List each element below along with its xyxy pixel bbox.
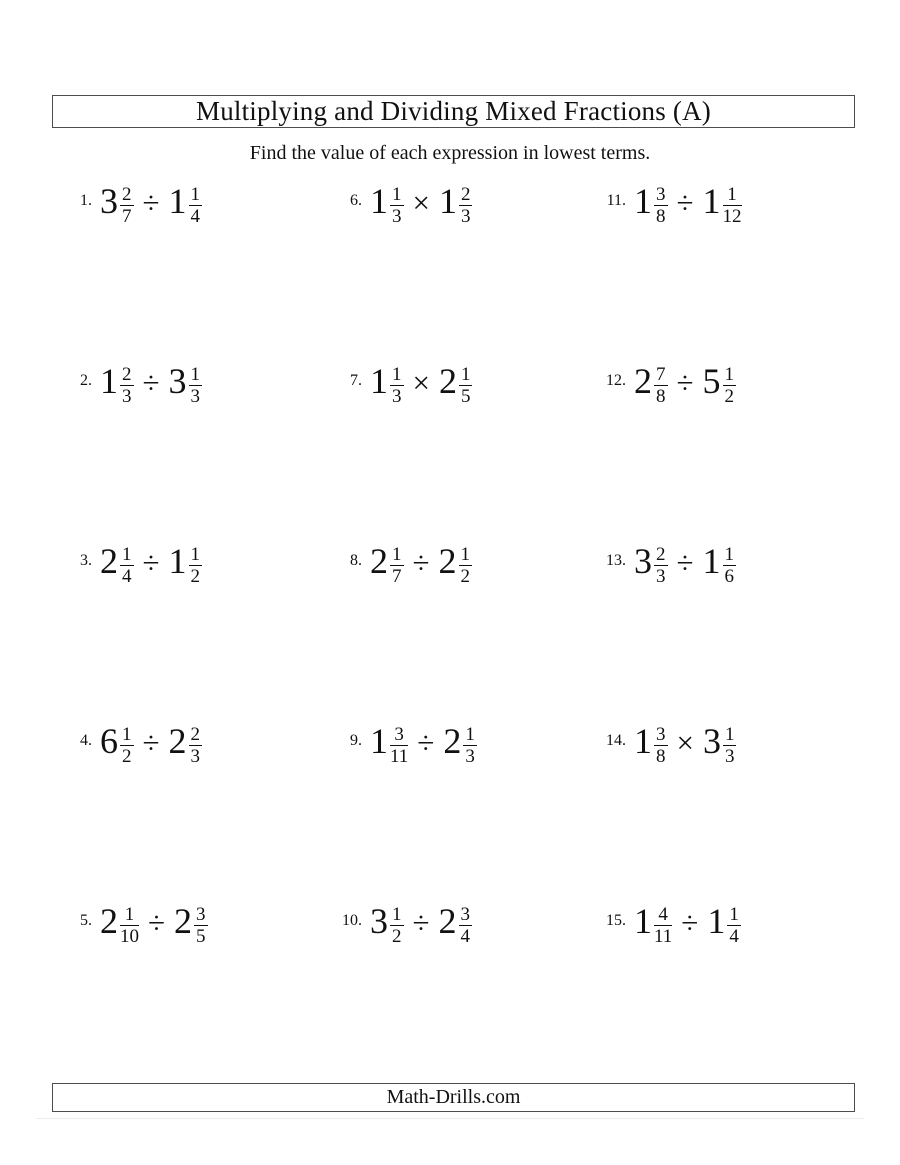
whole-number: 2 bbox=[100, 541, 118, 582]
problem-1 bbox=[66, 172, 336, 234]
fraction bbox=[723, 365, 737, 407]
denominator: 8 bbox=[656, 746, 666, 768]
operator: ÷ bbox=[412, 905, 430, 941]
fraction bbox=[459, 185, 473, 227]
expression bbox=[634, 363, 736, 406]
whole-number: 3 bbox=[702, 721, 721, 762]
fraction bbox=[654, 905, 672, 947]
denominator: 4 bbox=[729, 926, 739, 948]
operator: ÷ bbox=[676, 185, 694, 221]
denominator: 2 bbox=[122, 746, 132, 768]
denominator: 3 bbox=[465, 746, 475, 768]
fraction bbox=[459, 545, 473, 587]
numerator: 3 bbox=[656, 183, 666, 205]
fraction bbox=[459, 905, 473, 947]
fraction bbox=[120, 365, 134, 407]
whole-number: 5 bbox=[702, 361, 721, 402]
problem-number: 6. bbox=[350, 192, 362, 209]
denominator: 7 bbox=[122, 206, 132, 228]
whole-number: 1 bbox=[702, 181, 721, 222]
numerator: 1 bbox=[465, 723, 475, 745]
whole-number: 2 bbox=[438, 541, 457, 582]
denominator: 4 bbox=[460, 926, 471, 948]
denominator: 4 bbox=[190, 206, 201, 228]
problem-number: 3. bbox=[80, 552, 92, 569]
operator: ÷ bbox=[142, 365, 160, 401]
fraction bbox=[390, 545, 404, 587]
whole-number: 1 bbox=[370, 181, 388, 222]
problem-number: 13. bbox=[606, 552, 626, 569]
problem-number: 4. bbox=[80, 732, 92, 749]
problem-10 bbox=[336, 892, 600, 954]
fraction bbox=[189, 545, 203, 587]
problem-number: 14. bbox=[606, 732, 626, 749]
fraction bbox=[654, 185, 668, 227]
page-divider bbox=[36, 1118, 864, 1119]
denominator: 3 bbox=[724, 746, 735, 768]
problem-6 bbox=[336, 172, 600, 234]
problem-number: 9. bbox=[350, 732, 362, 749]
numerator: 3 bbox=[460, 903, 471, 925]
denominator: 2 bbox=[724, 386, 735, 408]
numerator: 1 bbox=[190, 183, 201, 205]
numerator: 2 bbox=[190, 723, 201, 745]
numerator: 3 bbox=[656, 723, 666, 745]
problem-number: 8. bbox=[350, 552, 362, 569]
operator: ÷ bbox=[142, 725, 160, 761]
operator: × bbox=[412, 365, 430, 401]
numerator: 1 bbox=[392, 903, 402, 925]
fraction bbox=[654, 725, 668, 767]
problem-2 bbox=[66, 352, 336, 414]
problem-8 bbox=[336, 532, 600, 594]
operator: ÷ bbox=[148, 905, 166, 941]
problem-11 bbox=[600, 172, 880, 234]
whole-number: 2 bbox=[443, 721, 462, 762]
denominator: 3 bbox=[656, 566, 666, 588]
whole-number: 2 bbox=[174, 901, 193, 942]
denominator: 8 bbox=[656, 386, 666, 408]
problem-number: 1. bbox=[80, 192, 92, 209]
denominator: 5 bbox=[196, 926, 206, 948]
title-box bbox=[52, 95, 855, 128]
fraction bbox=[390, 365, 404, 407]
numerator: 1 bbox=[460, 363, 471, 385]
fraction bbox=[189, 365, 203, 407]
operator: ÷ bbox=[681, 905, 699, 941]
operator: ÷ bbox=[412, 545, 430, 581]
problem-number: 15. bbox=[606, 912, 626, 929]
fraction bbox=[120, 185, 134, 227]
operator: ÷ bbox=[676, 545, 694, 581]
expression bbox=[100, 723, 202, 766]
numerator: 1 bbox=[392, 183, 402, 205]
numerator: 1 bbox=[724, 543, 735, 565]
footer-box bbox=[52, 1083, 855, 1112]
fraction bbox=[120, 905, 139, 947]
denominator: 2 bbox=[190, 566, 201, 588]
operator: × bbox=[412, 185, 430, 221]
page-title: Multiplying and Dividing Mixed Fractions (A) bbox=[195, 96, 711, 126]
problem-number: 11. bbox=[606, 192, 626, 209]
fraction bbox=[120, 725, 134, 767]
fraction bbox=[390, 725, 408, 767]
footer-text: Math-Drills.com bbox=[386, 1086, 521, 1108]
whole-number: 1 bbox=[100, 361, 118, 402]
whole-number: 3 bbox=[168, 361, 187, 402]
fraction bbox=[390, 185, 404, 227]
operator: ÷ bbox=[676, 365, 694, 401]
whole-number: 3 bbox=[100, 181, 118, 222]
whole-number: 3 bbox=[370, 901, 388, 942]
denominator: 3 bbox=[122, 386, 132, 408]
fraction bbox=[727, 905, 741, 947]
denominator: 7 bbox=[392, 566, 402, 588]
expression bbox=[100, 363, 202, 406]
whole-number: 2 bbox=[634, 361, 652, 402]
expression bbox=[100, 543, 202, 586]
fraction bbox=[654, 545, 668, 587]
expression bbox=[634, 543, 736, 586]
operator: ÷ bbox=[417, 725, 435, 761]
fraction bbox=[194, 905, 208, 947]
denominator: 11 bbox=[654, 926, 673, 948]
operator: ÷ bbox=[142, 185, 160, 221]
whole-number: 1 bbox=[702, 541, 721, 582]
whole-number: 1 bbox=[370, 721, 388, 762]
expression bbox=[634, 183, 742, 226]
numerator: 2 bbox=[122, 363, 132, 385]
fraction bbox=[189, 725, 203, 767]
whole-number: 1 bbox=[634, 181, 652, 222]
denominator: 8 bbox=[656, 206, 666, 228]
problem-14 bbox=[600, 712, 880, 774]
whole-number: 2 bbox=[168, 721, 187, 762]
denominator: 11 bbox=[390, 746, 409, 768]
problems-grid bbox=[66, 172, 880, 1072]
problem-13 bbox=[600, 532, 880, 594]
fraction bbox=[120, 545, 134, 587]
problem-15 bbox=[600, 892, 880, 954]
numerator: 1 bbox=[392, 543, 402, 565]
fraction bbox=[723, 185, 742, 227]
fraction bbox=[390, 905, 404, 947]
numerator: 7 bbox=[656, 363, 666, 385]
expression bbox=[634, 723, 736, 766]
denominator: 10 bbox=[120, 926, 139, 948]
numerator: 2 bbox=[460, 183, 471, 205]
whole-number: 1 bbox=[370, 361, 388, 402]
denominator: 3 bbox=[392, 206, 402, 228]
numerator: 1 bbox=[190, 363, 201, 385]
expression bbox=[370, 723, 477, 766]
denominator: 2 bbox=[392, 926, 402, 948]
whole-number: 1 bbox=[168, 541, 187, 582]
whole-number: 3 bbox=[634, 541, 652, 582]
whole-number: 2 bbox=[438, 361, 457, 402]
expression bbox=[634, 903, 741, 946]
denominator: 4 bbox=[122, 566, 132, 588]
numerator: 1 bbox=[724, 363, 735, 385]
numerator: 1 bbox=[122, 723, 132, 745]
problem-number: 7. bbox=[350, 372, 362, 389]
numerator: 3 bbox=[196, 903, 206, 925]
numerator: 4 bbox=[654, 905, 672, 926]
fraction bbox=[459, 365, 473, 407]
expression bbox=[100, 183, 202, 226]
denominator: 3 bbox=[392, 386, 402, 408]
problem-5 bbox=[66, 892, 336, 954]
denominator: 6 bbox=[724, 566, 735, 588]
expression bbox=[370, 903, 472, 946]
operator: ÷ bbox=[142, 545, 160, 581]
denominator: 2 bbox=[460, 566, 471, 588]
numerator: 1 bbox=[122, 543, 132, 565]
fraction bbox=[723, 725, 737, 767]
denominator: 3 bbox=[460, 206, 471, 228]
problem-number: 10. bbox=[342, 912, 362, 929]
whole-number: 1 bbox=[438, 181, 457, 222]
denominator: 3 bbox=[190, 746, 201, 768]
expression bbox=[370, 183, 472, 226]
numerator: 2 bbox=[656, 543, 666, 565]
whole-number: 2 bbox=[370, 541, 388, 582]
denominator: 3 bbox=[190, 386, 201, 408]
whole-number: 1 bbox=[634, 901, 652, 942]
numerator: 1 bbox=[392, 363, 402, 385]
expression bbox=[370, 363, 472, 406]
whole-number: 2 bbox=[438, 901, 457, 942]
problem-number: 2. bbox=[80, 372, 92, 389]
problem-7 bbox=[336, 352, 600, 414]
numerator: 3 bbox=[390, 725, 408, 746]
expression bbox=[370, 543, 472, 586]
operator: × bbox=[676, 725, 694, 761]
denominator: 12 bbox=[722, 206, 742, 228]
whole-number: 1 bbox=[634, 721, 652, 762]
numerator: 2 bbox=[122, 183, 132, 205]
denominator: 5 bbox=[460, 386, 471, 408]
numerator: 1 bbox=[724, 723, 735, 745]
fraction bbox=[654, 365, 668, 407]
problem-number: 12. bbox=[606, 372, 626, 389]
fraction bbox=[189, 185, 203, 227]
numerator: 1 bbox=[729, 903, 739, 925]
numerator: 1 bbox=[190, 543, 201, 565]
numerator: 1 bbox=[723, 185, 742, 206]
numerator: 1 bbox=[120, 905, 139, 926]
expression bbox=[100, 903, 208, 946]
whole-number: 1 bbox=[707, 901, 726, 942]
whole-number: 6 bbox=[100, 721, 118, 762]
instruction-text: Find the value of each expression in lowest terms. bbox=[249, 142, 651, 164]
problem-number: 5. bbox=[80, 912, 92, 929]
problem-12 bbox=[600, 352, 880, 414]
fraction bbox=[723, 545, 737, 587]
whole-number: 2 bbox=[100, 901, 118, 942]
numerator: 1 bbox=[460, 543, 471, 565]
fraction bbox=[463, 725, 477, 767]
problem-9 bbox=[336, 712, 600, 774]
problem-3 bbox=[66, 532, 336, 594]
whole-number: 1 bbox=[168, 181, 187, 222]
problem-4 bbox=[66, 712, 336, 774]
